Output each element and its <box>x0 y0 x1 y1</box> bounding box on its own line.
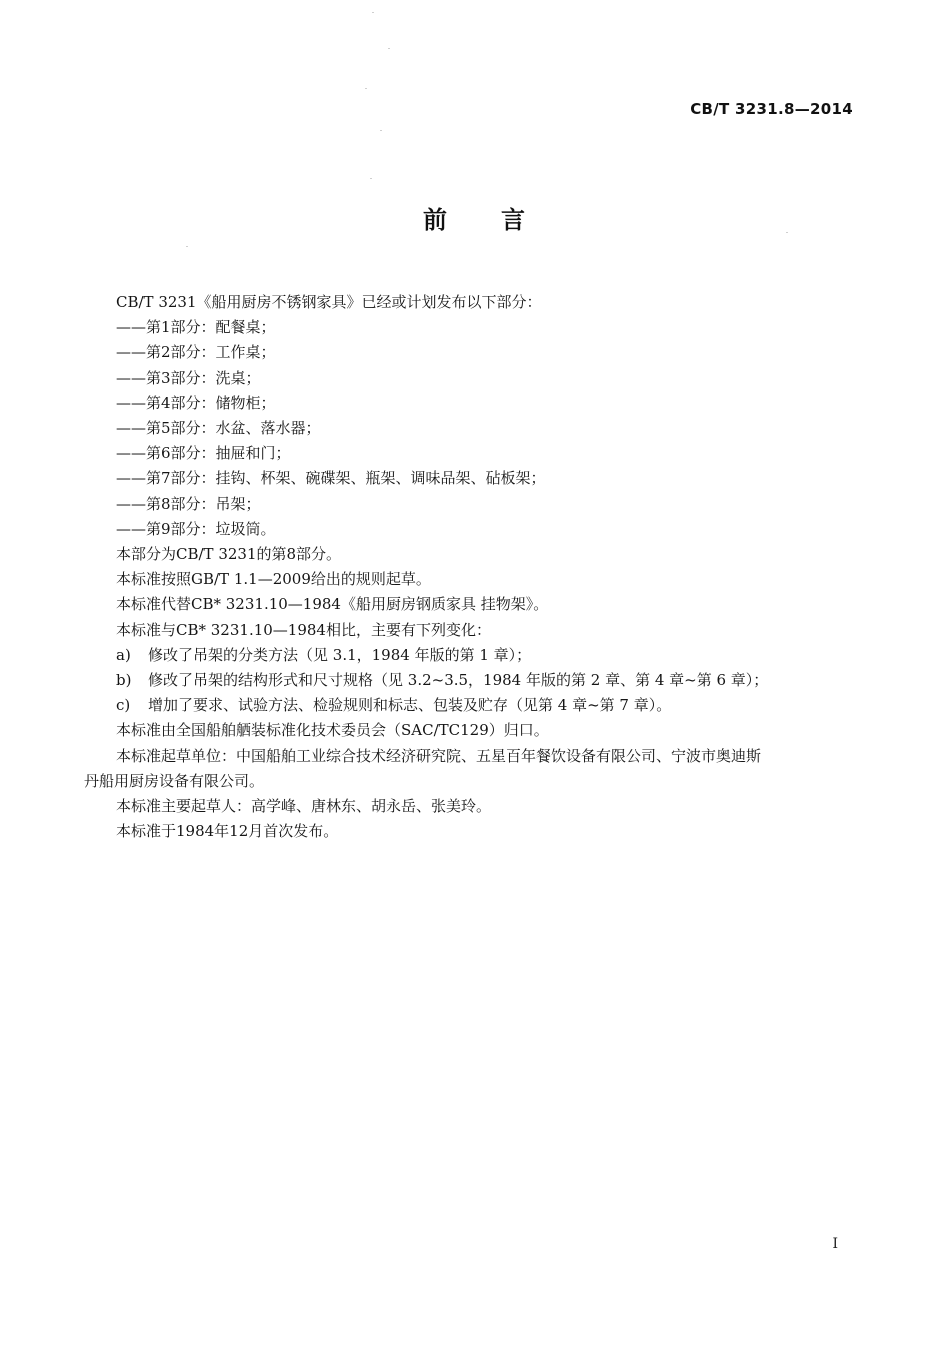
scan-speck <box>372 12 374 13</box>
scan-speck <box>365 88 367 89</box>
first-issue-statement: 本标准于1984年12月首次发布。 <box>116 822 339 841</box>
page-number: I <box>832 1236 838 1252</box>
page-title <box>0 200 950 235</box>
changes-list <box>116 643 856 719</box>
scan-speck <box>370 178 372 179</box>
scan-speck <box>380 130 382 131</box>
compared-statement: 本标准与CB* 3231.10—1984相比，主要有下列变化： <box>116 620 491 639</box>
change-text: 修改了吊架的分类方法（见 3.1，1984 年版的第 1 章）； <box>148 645 532 664</box>
foreword-body <box>84 290 856 844</box>
list-item: ——第1部分：配餐桌； <box>116 318 276 337</box>
change-text: 增加了要求、试验方法、检验规则和标志、包装及贮存（见第 4 章~第 7 章）。 <box>148 696 672 715</box>
this-part-statement: 本部分为CB/T 3231的第8部分。 <box>116 545 342 564</box>
parts-list <box>116 315 856 542</box>
title-char-2: 言 <box>501 206 527 234</box>
drafters-statement: 本标准主要起草人：高学峰、唐林东、胡永岳、张美玲。 <box>116 797 492 816</box>
replaces-statement: 本标准代替CB* 3231.10—1984《船用厨房钢质家具 挂物架》。 <box>116 595 549 614</box>
intro-paragraph: CB/T 3231《船用厨房不锈钢家具》已经或计划发布以下部分： <box>116 293 542 311</box>
list-item: ——第7部分：挂钩、杯架、碗碟架、瓶架、调味品架、砧板架； <box>116 469 546 488</box>
change-text: 修改了吊架的结构形式和尺寸规格（见 3.2~3.5，1984 年版的第 2 章、第 4 章~第 6 章）； <box>148 671 769 690</box>
title-char-1: 前 <box>423 206 449 234</box>
list-item: ——第8部分：吊架； <box>116 494 261 513</box>
change-mark: c) <box>116 696 131 715</box>
list-item: ——第5部分：水盆、落水器； <box>116 419 321 438</box>
list-item: ——第3部分：洗桌； <box>116 368 261 387</box>
scan-speck <box>786 232 788 233</box>
change-item <box>116 668 856 693</box>
drafting-rules-statement: 本标准按照GB/T 1.1—2009给出的规则起草。 <box>116 570 431 589</box>
list-item: ——第6部分：抽屉和门； <box>116 444 291 463</box>
change-item <box>116 693 856 718</box>
list-item: ——第4部分：储物柜； <box>116 393 276 412</box>
list-item: ——第2部分：工作桌； <box>116 343 276 362</box>
standard-number: CB/T 3231.8—2014 <box>690 100 853 118</box>
list-item: ——第9部分：垃圾筒。 <box>116 519 276 538</box>
scan-speck <box>388 48 390 49</box>
change-mark: b) <box>116 671 132 690</box>
change-mark: a) <box>116 645 131 664</box>
scan-speck <box>186 246 188 247</box>
centralized-statement: 本标准由全国船舶舾装标准化技术委员会（SAC/TC129）归口。 <box>116 721 549 740</box>
change-item <box>116 643 856 668</box>
drafting-units-line-2: 丹船用厨房设备有限公司。 <box>84 771 265 790</box>
drafting-units-line-1: 本标准起草单位：中国船舶工业综合技术经济研究院、五星百年餐饮设备有限公司、宁波市奥迪斯 <box>116 746 762 765</box>
